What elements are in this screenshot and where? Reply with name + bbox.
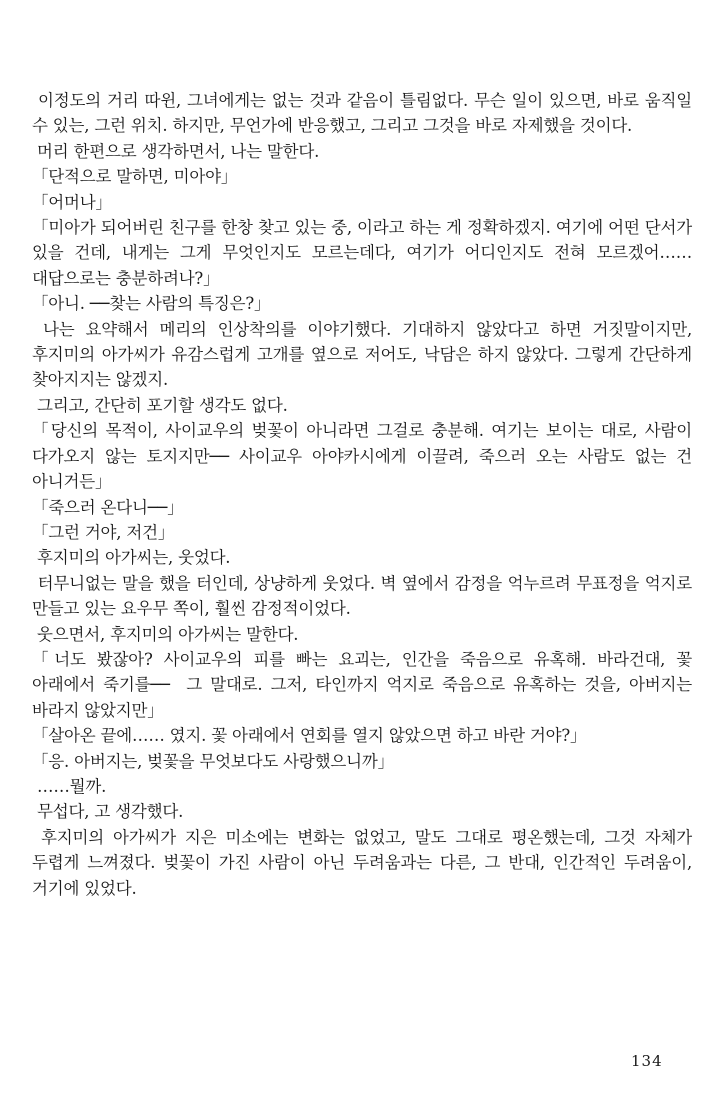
page-number: 134 — [631, 1052, 663, 1070]
dialogue-line: 「살아온 끝에…… 였지. 꽃 아래에서 연회를 열지 않았으면 하고 바란 거야?」 — [32, 726, 587, 746]
paragraph: 나는 요약해서 메리의 인상착의를 이야기했다. 기대하지 않았다고 하면 거짓말이지만, 후지미의 아가씨가 유감스럽게 고개를 옆으로 저어도, 낙담은 하지 않았다. 그렇게 간단하게 찾아지지는 않겠지. — [32, 319, 698, 390]
dialogue-line: 「당신의 목적이, 사이교우의 벚꽃이 아니라면 그걸로 충분해. 여기는 보이는 대로, 사람이 다가오지 않는 토지지만── 사이교우 아야카시에게 이끌려, 죽으러 오는 사람도 없는 건 아니거든」 — [32, 421, 698, 492]
paragraph: 이정도의 거리 따윈, 그녀에게는 없는 것과 같음이 틀림없다. 무슨 일이 있으면, 바로 움직일 수 있는, 그런 위치. 하지만, 무언가에 반응했고, 그리고 그것을 바로 자제했을 것이다. — [32, 91, 698, 136]
page-body — [32, 88, 698, 901]
paragraph: 머리 한편으로 생각하면서, 나는 말한다. — [32, 141, 320, 161]
paragraph: 후지미의 아가씨는, 웃었다. — [32, 548, 231, 568]
dialogue-line: 「죽으러 온다니──」 — [32, 497, 184, 517]
paragraph: 웃으면서, 후지미의 아가씨는 말한다. — [32, 624, 299, 644]
dialogue-line: 「너도 봤잖아? 사이교우의 피를 빠는 요괴는, 인간을 죽음으로 유혹해. 바라건대, 꽃 아래에서 죽기를── 그 말대로. 그저, 타인까지 억지로 죽음으로 유혹하는 것을, 아버지는 바라지 않았지만」 — [32, 649, 698, 720]
paragraph: ……뭘까. — [32, 776, 107, 796]
dialogue-line: 「응. 아버지는, 벚꽃을 무엇보다도 사랑했으니까」 — [32, 751, 394, 771]
dialogue-line: 「단적으로 말하면, 미아야」 — [32, 167, 238, 187]
dialogue-line: 「그런 거야, 저건」 — [32, 522, 175, 542]
paragraph: 후지미의 아가씨가 지은 미소에는 변화는 없었고, 말도 그대로 평온했는데, 그것 자체가 두렵게 느껴졌다. 벚꽃이 가진 사람이 아닌 두려움과는 다른, 그 반대, 인간적인 두려움이, 거기에 있었다. — [32, 827, 698, 898]
dialogue-line: 「미아가 되어버린 친구를 한창 찾고 있는 중, 이라고 하는 게 정확하겠지. 여기에 어떤 단서가 있을 건데, 내게는 그게 무엇인지도 모르는데다, 여기가 어디인지도 전혀 모르겠어…… 대답으로는 충분하려나?」 — [32, 218, 698, 288]
paragraph: 그리고, 간단히 포기할 생각도 없다. — [32, 395, 288, 415]
dialogue-line: 「어머나」 — [32, 192, 112, 212]
dialogue-line: 「아니. ──찾는 사람의 특징은?」 — [32, 294, 271, 314]
paragraph: 무섭다, 고 생각했다. — [32, 802, 184, 822]
paragraph: 터무니없는 말을 했을 터인데, 상냥하게 웃었다. 벽 옆에서 감정을 억누르려 무표정을 억지로 만들고 있는 요우무 쪽이, 훨씬 감정적이었다. — [32, 573, 698, 619]
